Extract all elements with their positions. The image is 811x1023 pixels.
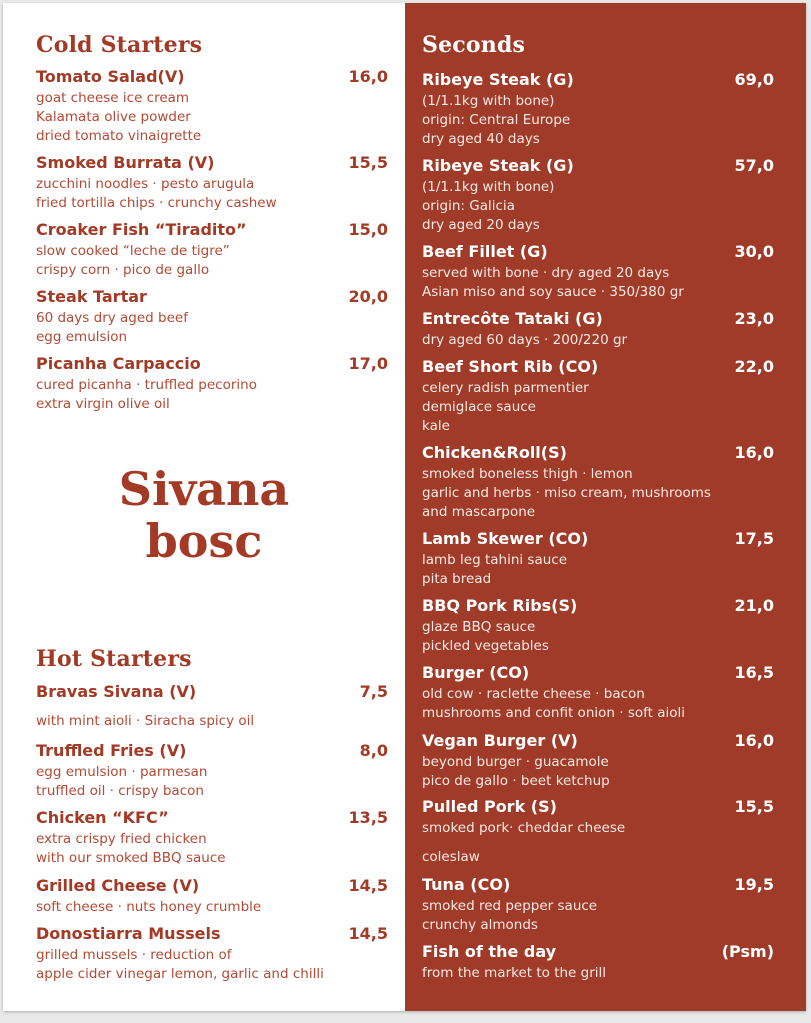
cold-starters-title: Cold Starters: [36, 32, 203, 58]
item-description: soft cheese · nuts honey crumble: [36, 899, 262, 915]
item-price: 21,0: [734, 596, 774, 615]
item-description: origin: Central Europe: [422, 112, 571, 128]
item-description: pickled vegetables: [422, 638, 549, 654]
item-name: Burger (CO): [422, 663, 530, 682]
item-price: 17,5: [734, 529, 774, 548]
item-price: 16,0: [734, 731, 774, 750]
item-description: pico de gallo · beet ketchup: [422, 773, 610, 789]
item-description: 60 days dry aged beef: [36, 310, 188, 326]
menu-item: [36, 153, 388, 213]
menu-item: [36, 67, 388, 146]
menu-item: [36, 287, 388, 347]
menu-item: [422, 663, 774, 723]
item-description: Kalamata olive powder: [36, 109, 191, 125]
item-description: Asian miso and soy sauce · 350/380 gr: [422, 284, 684, 300]
item-name: Lamb Skewer (CO): [422, 529, 589, 548]
item-description: egg emulsion · parmesan: [36, 764, 208, 780]
menu-item: [422, 875, 774, 935]
seconds-title: Seconds: [422, 32, 526, 58]
item-description: dried tomato vinaigrette: [36, 128, 202, 144]
item-price: 7,5: [359, 682, 388, 701]
item-description: fried tortilla chips · crunchy cashew: [36, 195, 277, 211]
item-description: coleslaw: [422, 849, 480, 865]
item-description: goat cheese ice cream: [36, 90, 190, 106]
item-description: and mascarpone: [422, 504, 536, 520]
left-column: [3, 3, 405, 1011]
item-price: 8,0: [359, 741, 388, 760]
item-description: smoked pork· cheddar cheese: [422, 820, 626, 836]
item-description: from the market to the grill: [422, 965, 607, 981]
item-price: 16,0: [734, 443, 774, 462]
item-description: with our smoked BBQ sauce: [36, 850, 226, 866]
item-name: Ribeye Steak (G): [422, 156, 574, 175]
item-name: Entrecôte Tataki (G): [422, 309, 603, 328]
item-name: Croaker Fish “Tiradito”: [36, 220, 247, 239]
item-price: 23,0: [734, 309, 774, 328]
menu-item: [422, 529, 774, 589]
item-description: [36, 704, 388, 712]
item-name: Tuna (CO): [422, 875, 511, 894]
item-name: Ribeye Steak (G): [422, 70, 574, 89]
item-price: 15,5: [734, 797, 774, 816]
item-description: with mint aioli · Siracha spicy oil: [36, 713, 255, 729]
item-name: Picanha Carpaccio: [36, 354, 201, 373]
item-description: dry aged 20 days: [422, 217, 540, 233]
hot-starters-title: Hot Starters: [36, 646, 192, 672]
menu-item: [422, 443, 774, 522]
item-description: beyond burger · guacamole: [422, 754, 609, 770]
item-name: Fish of the day: [422, 942, 557, 961]
item-description: smoked red pepper sauce: [422, 898, 598, 914]
menu-item: [422, 942, 774, 983]
item-description: served with bone · dry aged 20 days: [422, 265, 670, 281]
item-description: origin: Galicia: [422, 198, 515, 214]
item-description: cured picanha · truffled pecorino: [36, 377, 257, 393]
menu-item: [422, 156, 774, 235]
item-name: Beef Fillet (G): [422, 242, 548, 261]
item-name: BBQ Pork Ribs(S): [422, 596, 578, 615]
item-price: 57,0: [734, 156, 774, 175]
item-description: dry aged 40 days: [422, 131, 540, 147]
item-name: Tomato Salad(V): [36, 67, 185, 86]
item-description: garlic and herbs · miso cream, mushrooms: [422, 485, 711, 501]
item-description: kale: [422, 418, 450, 434]
item-name: Bravas Sivana (V): [36, 682, 197, 701]
menu-item: [422, 731, 774, 791]
item-description: demiglace sauce: [422, 399, 536, 415]
item-description: apple cider vinegar lemon, garlic and chilli: [36, 966, 324, 982]
item-price: (Psm): [721, 942, 774, 961]
item-name: Chicken “KFC”: [36, 808, 169, 827]
menu-page: [3, 3, 806, 1011]
item-price: 19,5: [734, 875, 774, 894]
right-column: [405, 3, 806, 1011]
item-price: 14,5: [348, 876, 388, 895]
item-price: 22,0: [734, 357, 774, 376]
item-name: Truffled Fries (V): [36, 741, 187, 760]
menu-item: [36, 876, 388, 917]
item-description: grilled mussels · reduction of: [36, 947, 232, 963]
menu-item: [36, 220, 388, 280]
menu-item: [422, 309, 774, 350]
item-name: Chicken&Roll(S): [422, 443, 567, 462]
item-price: 30,0: [734, 242, 774, 261]
menu-item: [36, 682, 388, 731]
item-price: 20,0: [348, 287, 388, 306]
item-description: slow cooked “leche de tigre”: [36, 243, 230, 259]
item-price: 16,5: [734, 663, 774, 682]
item-description: [422, 838, 774, 848]
item-description: smoked boneless thigh · lemon: [422, 466, 633, 482]
logo-line-1: Sivana: [118, 462, 290, 516]
menu-item: [422, 797, 774, 867]
item-description: (1/1.1kg with bone): [422, 179, 555, 195]
item-price: 16,0: [348, 67, 388, 86]
menu-item: [422, 596, 774, 656]
menu-item: [422, 242, 774, 302]
item-name: Pulled Pork (S): [422, 797, 557, 816]
item-name: Donostiarra Mussels: [36, 924, 221, 943]
item-price: 14,5: [348, 924, 388, 943]
menu-item: [36, 808, 388, 868]
item-name: Vegan Burger (V): [422, 731, 578, 750]
item-price: 13,5: [348, 808, 388, 827]
item-name: Grilled Cheese (V): [36, 876, 200, 895]
logo-line-2: bosc: [145, 514, 263, 568]
item-name: Smoked Burrata (V): [36, 153, 215, 172]
item-price: 69,0: [734, 70, 774, 89]
item-description: zucchini noodles · pesto arugula: [36, 176, 255, 192]
item-price: 15,5: [348, 153, 388, 172]
item-description: extra virgin olive oil: [36, 396, 170, 412]
item-description: egg emulsion: [36, 329, 128, 345]
item-description: glaze BBQ sauce: [422, 619, 536, 635]
item-description: dry aged 60 days · 200/220 gr: [422, 332, 628, 348]
item-price: 17,0: [348, 354, 388, 373]
item-name: Steak Tartar: [36, 287, 147, 306]
item-description: pita bread: [422, 571, 492, 587]
restaurant-logo: [3, 463, 405, 567]
item-description: old cow · raclette cheese · bacon: [422, 686, 645, 702]
item-name: Beef Short Rib (CO): [422, 357, 599, 376]
item-description: (1/1.1kg with bone): [422, 93, 555, 109]
menu-item: [422, 357, 774, 436]
item-description: lamb leg tahini sauce: [422, 552, 568, 568]
item-description: celery radish parmentier: [422, 380, 589, 396]
menu-item: [36, 741, 388, 801]
item-description: extra crispy fried chicken: [36, 831, 207, 847]
item-description: crispy corn · pico de gallo: [36, 262, 210, 278]
menu-item: [36, 924, 388, 984]
item-description: truffled oil · crispy bacon: [36, 783, 204, 799]
menu-item: [422, 70, 774, 149]
item-description: crunchy almonds: [422, 917, 538, 933]
item-price: 15,0: [348, 220, 388, 239]
item-description: mushrooms and confit onion · soft aioli: [422, 705, 685, 721]
menu-item: [36, 354, 388, 414]
